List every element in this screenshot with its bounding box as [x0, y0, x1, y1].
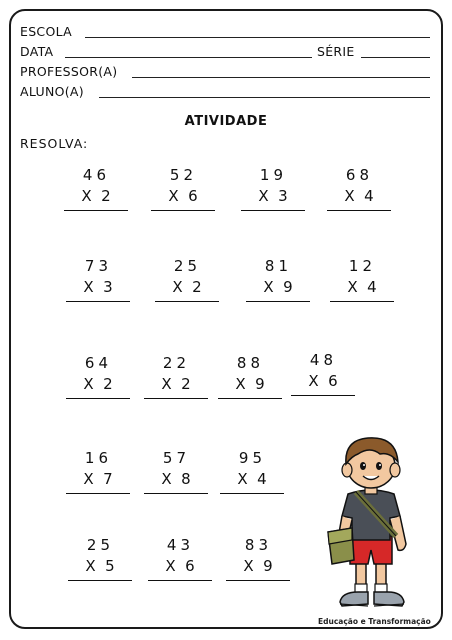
watermark-text: Educação e Transformação [318, 617, 431, 626]
instruction-text: RESOLVA: [20, 136, 89, 151]
aluno-label: ALUNO(A) [20, 84, 84, 99]
problem-1 [64, 166, 128, 212]
answer-line[interactable] [148, 580, 212, 581]
problem-multiplier: X 3 [258, 187, 288, 205]
problem-multiplicand: 68 [345, 166, 373, 184]
answer-line[interactable] [241, 210, 305, 211]
escola-field[interactable] [85, 37, 430, 38]
problem-4 [327, 166, 391, 212]
problem-7 [246, 257, 310, 303]
problem-multiplicand: 46 [82, 166, 110, 184]
problem-multiplier: X 6 [165, 557, 195, 575]
problem-multiplier: X 5 [85, 557, 115, 575]
problem-multiplicand: 83 [244, 536, 272, 554]
problem-multiplier: X 2 [172, 278, 202, 296]
answer-line[interactable] [155, 301, 219, 302]
professor-field[interactable] [132, 77, 430, 78]
answer-line[interactable] [64, 210, 128, 211]
problem-multiplier: X 6 [308, 372, 338, 390]
answer-line[interactable] [66, 398, 130, 399]
answer-line[interactable] [144, 493, 208, 494]
problem-multiplicand: 73 [84, 257, 112, 275]
problem-multiplicand: 19 [259, 166, 287, 184]
problem-multiplier: X 8 [161, 470, 191, 488]
answer-line[interactable] [246, 301, 310, 302]
problem-12 [291, 351, 355, 397]
problem-17 [148, 536, 212, 582]
problem-multiplier: X 2 [81, 187, 111, 205]
answer-line[interactable] [218, 398, 282, 399]
escola-label: ESCOLA [20, 24, 73, 39]
data-label: DATA [20, 44, 54, 59]
problem-multiplicand: 95 [238, 449, 266, 467]
problem-16 [68, 536, 132, 582]
answer-line[interactable] [144, 398, 208, 399]
problem-11 [218, 354, 282, 400]
problem-9 [66, 354, 130, 400]
problem-multiplier: X 4 [237, 470, 267, 488]
problem-multiplicand: 64 [84, 354, 112, 372]
answer-line[interactable] [226, 580, 290, 581]
problem-multiplicand: 43 [166, 536, 194, 554]
boy-with-bag-icon [318, 432, 426, 618]
problem-multiplier: X 9 [235, 375, 265, 393]
problem-6 [155, 257, 219, 303]
problem-8 [330, 257, 394, 303]
problem-2 [151, 166, 215, 212]
problem-multiplicand: 22 [162, 354, 190, 372]
problem-multiplier: X 9 [243, 557, 273, 575]
answer-line[interactable] [327, 210, 391, 211]
problem-multiplier: X 9 [263, 278, 293, 296]
problem-multiplier: X 3 [83, 278, 113, 296]
answer-line[interactable] [66, 493, 130, 494]
aluno-field[interactable] [99, 97, 430, 98]
problem-multiplicand: 88 [236, 354, 264, 372]
problem-multiplicand: 52 [169, 166, 197, 184]
page-title: ATIVIDADE [184, 114, 268, 129]
problem-multiplicand: 25 [173, 257, 201, 275]
problem-multiplicand: 57 [162, 449, 190, 467]
problem-multiplicand: 48 [309, 351, 337, 369]
problem-multiplier: X 4 [347, 278, 377, 296]
problem-multiplier: X 2 [161, 375, 191, 393]
serie-field[interactable] [361, 57, 430, 58]
answer-line[interactable] [291, 395, 355, 396]
problem-3 [241, 166, 305, 212]
problem-10 [144, 354, 208, 400]
problem-15 [220, 449, 284, 495]
answer-line[interactable] [151, 210, 215, 211]
answer-line[interactable] [68, 580, 132, 581]
problem-multiplier: X 6 [168, 187, 198, 205]
problem-multiplicand: 16 [84, 449, 112, 467]
problem-18 [226, 536, 290, 582]
answer-line[interactable] [220, 493, 284, 494]
professor-label: PROFESSOR(A) [20, 64, 118, 79]
problem-14 [144, 449, 208, 495]
problem-multiplicand: 25 [86, 536, 114, 554]
data-field[interactable] [65, 57, 312, 58]
problem-multiplicand: 81 [264, 257, 292, 275]
problem-multiplier: X 7 [83, 470, 113, 488]
problem-multiplier: X 4 [344, 187, 374, 205]
serie-label: SÉRIE [317, 44, 355, 59]
problem-multiplicand: 12 [348, 257, 376, 275]
answer-line[interactable] [330, 301, 394, 302]
problem-13 [66, 449, 130, 495]
problem-multiplier: X 2 [83, 375, 113, 393]
problem-5 [66, 257, 130, 303]
answer-line[interactable] [66, 301, 130, 302]
